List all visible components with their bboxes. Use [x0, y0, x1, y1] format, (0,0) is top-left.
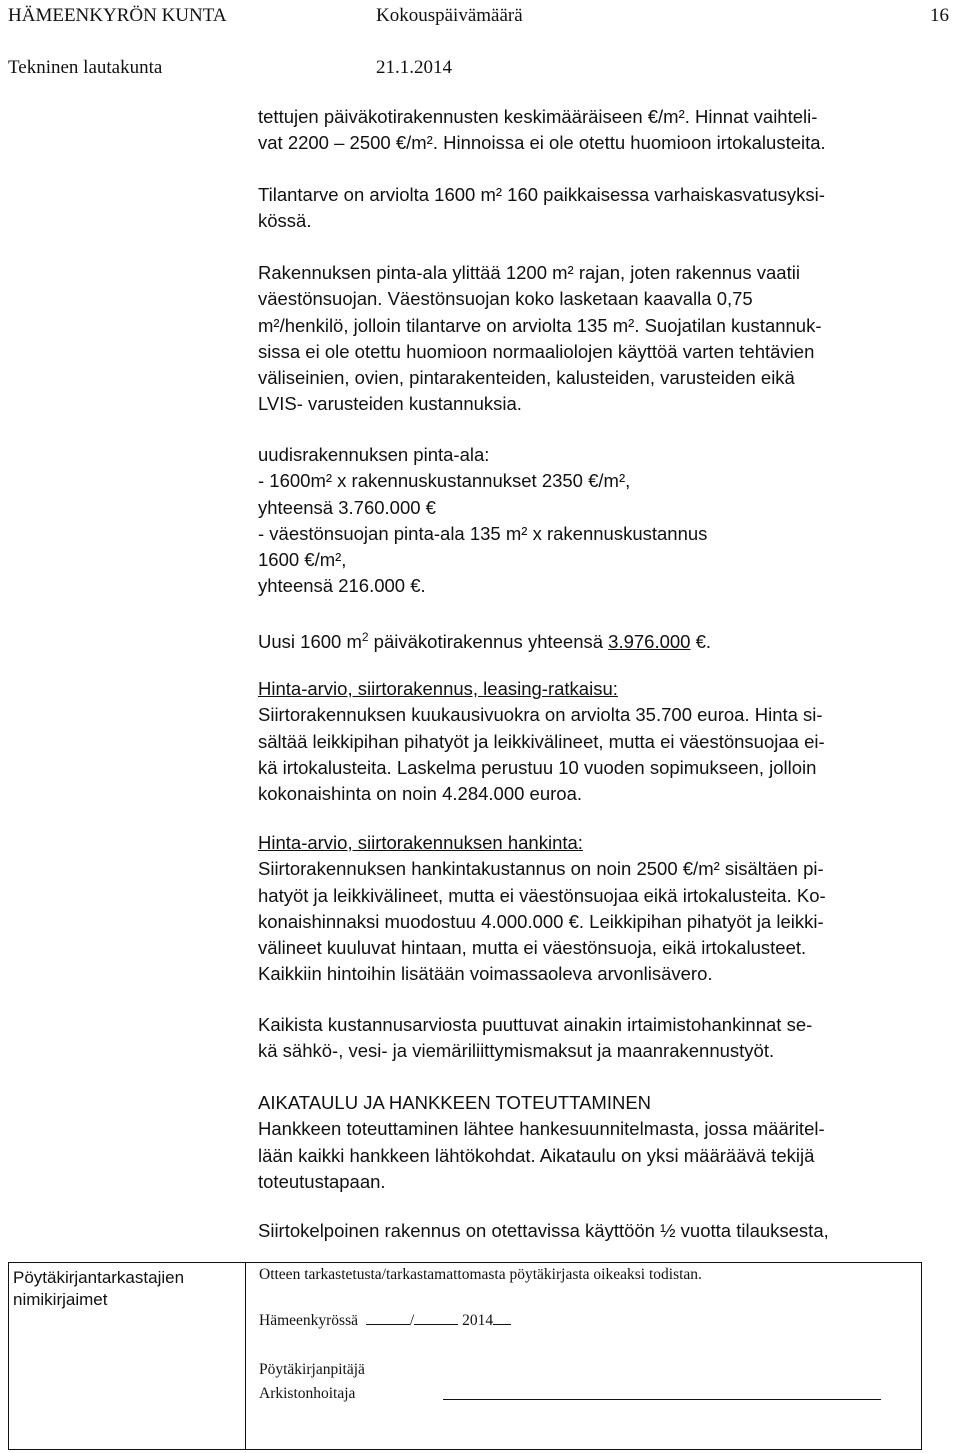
- section-heading-purchase: Hinta-arvio, siirtorakennuksen hankinta:: [258, 832, 583, 853]
- municipality-name: HÄMEENKYRÖN KUNTA: [8, 5, 227, 26]
- date-slash: /: [409, 1312, 415, 1329]
- year-label: 2014: [462, 1312, 494, 1329]
- text-line: Siirtorakennuksen hankintakustannus on noin 2500 €/m² sisältäen pi-: [258, 858, 824, 880]
- section-heading-schedule: AIKATAULU JA HANKKEEN TOTEUTTAMINEN: [258, 1092, 652, 1113]
- text-line: 1600 €/m²,: [258, 549, 347, 571]
- board-name: Tekninen lautakunta: [8, 57, 163, 78]
- text-line: - väestönsuojan pinta-ala 135 m² x rakennuskustannus: [258, 522, 708, 544]
- archivist-label: Arkistonhoitaja: [259, 1385, 356, 1402]
- text-line: m²/henkilö, jolloin tilantarve on arviolta 135 m². Suojatilan kustannuk-: [258, 314, 822, 336]
- secretary-label: Pöytäkirjanpitäjä: [259, 1361, 365, 1378]
- certification-statement: Otteen tarkastetusta/tarkastamattomasta pöytäkirjasta oikeaksi todistan.: [259, 1266, 702, 1283]
- page-number: 16: [930, 5, 949, 26]
- initials-label-line: nimikirjaimet: [13, 1290, 108, 1309]
- paragraph-shelter: [258, 260, 948, 418]
- signature-footer: [8, 1262, 922, 1450]
- text-line: lään kaikki hankkeen lähtökohdat. Aikataulu on yksi määräävä tekijä: [258, 1144, 815, 1166]
- text-line: tettujen päiväkotirakennusten keskimääräiseen €/m². Hinnat vaihteli-: [258, 106, 818, 127]
- text-line: sältää leikkipihan pihatyöt ja leikkivälineet, mutta ei väestönsuojaa ei-: [258, 730, 825, 752]
- text-line: Kaikista kustannusarviosta puuttuvat ainakin irtaimistohankinnat se-: [258, 1014, 813, 1035]
- archivist-signature-line: [443, 1385, 881, 1400]
- text-line: välineet kuuluvat hintaan, mutta ei väestönsuoja, eikä irtokalusteet.: [258, 937, 807, 959]
- total-amount: 3.976.000: [608, 631, 691, 653]
- text-line: yhteensä 216.000 €.: [258, 575, 426, 597]
- text-line: hatyöt ja leikkivälineet, mutta ei väestönsuojaa eikä irtokalusteita. Ko-: [258, 884, 826, 906]
- text-line: yhteensä 3.760.000 €: [258, 496, 436, 518]
- initials-label-line: Pöytäkirjantarkastajien: [13, 1268, 185, 1287]
- text-line: LVIS- varusteiden kustannuksia.: [258, 393, 522, 415]
- text-line: vat 2200 – 2500 €/m². Hinnoissa ei ole otettu huomioon irtokalusteita.: [258, 132, 826, 154]
- paragraph-schedule: [258, 1090, 948, 1195]
- total-line: Uusi 1600 $m^2$ päiväkotirakennus yhteensä 3.976.000 €.: [258, 630, 712, 653]
- text-line: Tilantarve on arviolta 1600 m² 160 paikkaisessa varhaiskasvatusyksi-: [258, 184, 825, 205]
- text-line: Siirtokelpoinen rakennus on otettavissa käyttöön ½ vuotta tilauksesta,: [258, 1220, 829, 1241]
- meeting-date-label: Kokouspäivämäärä: [376, 5, 523, 26]
- text-line: Rakennuksen pinta-ala ylittää 1200 m² rajan, joten rakennus vaatii: [258, 262, 800, 283]
- initials-box: [9, 1263, 246, 1449]
- text-line: väliseinien, ovien, pintarakenteiden, kalusteiden, varusteiden eikä: [258, 367, 795, 389]
- text-line: Kaikkiin hintoihin lisätään voimassaoleva arvonlisävero.: [258, 963, 713, 985]
- place-date-line: [259, 1310, 511, 1330]
- paragraph-missing-costs: [258, 1012, 948, 1065]
- paragraph-purchase: [258, 830, 948, 988]
- paragraph-relocatable: [258, 1218, 948, 1244]
- meeting-date: 21.1.2014: [376, 57, 452, 78]
- paragraph-price-comparison: [258, 104, 948, 157]
- year-blank: [493, 1310, 511, 1325]
- text-line: toteutustapaan.: [258, 1170, 386, 1192]
- text-line: kössä.: [258, 210, 312, 232]
- text-line: kä irtokalusteita. Laskelma perustuu 10 vuoden sopimukseen, jolloin: [258, 756, 817, 778]
- text-line: - 1600m² x rakennuskustannukset 2350 €/m²,: [258, 470, 631, 492]
- paragraph-space-need: [258, 182, 948, 235]
- text-line: konaishinnaksi muodostuu 4.000.000 €. Leikkipihan pihatyöt ja leikki-: [258, 910, 824, 932]
- paragraph-leasing: [258, 676, 948, 807]
- day-blank: [366, 1310, 410, 1325]
- text-line: Siirtorakennuksen kuukausivuokra on arviolta 35.700 euroa. Hinta si-: [258, 704, 823, 726]
- text-line: sissa ei ole otettu huomioon normaaliolojen käyttöä varten tehtävien: [258, 340, 815, 362]
- paragraph-new-building-calculation: [258, 442, 948, 600]
- paragraph-total: [258, 624, 948, 655]
- month-blank: [414, 1310, 458, 1325]
- text-line: kokonaishinta on noin 4.284.000 euroa.: [258, 783, 583, 805]
- text-line: väestönsuojan. Väestönsuojan koko lasketaan kaavalla 0,75: [258, 288, 753, 310]
- place-label: Hämeenkyrössä: [259, 1312, 358, 1329]
- text-line: kä sähkö-, vesi- ja viemäriliittymismaksut ja maanrakennustyöt.: [258, 1040, 775, 1062]
- text-line: Hankkeen toteuttaminen lähtee hankesuunnitelmasta, jossa määritel-: [258, 1118, 825, 1140]
- text-line: uudisrakennuksen pinta-ala:: [258, 444, 490, 465]
- section-heading-leasing: Hinta-arvio, siirtorakennus, leasing-ratkaisu:: [258, 678, 618, 699]
